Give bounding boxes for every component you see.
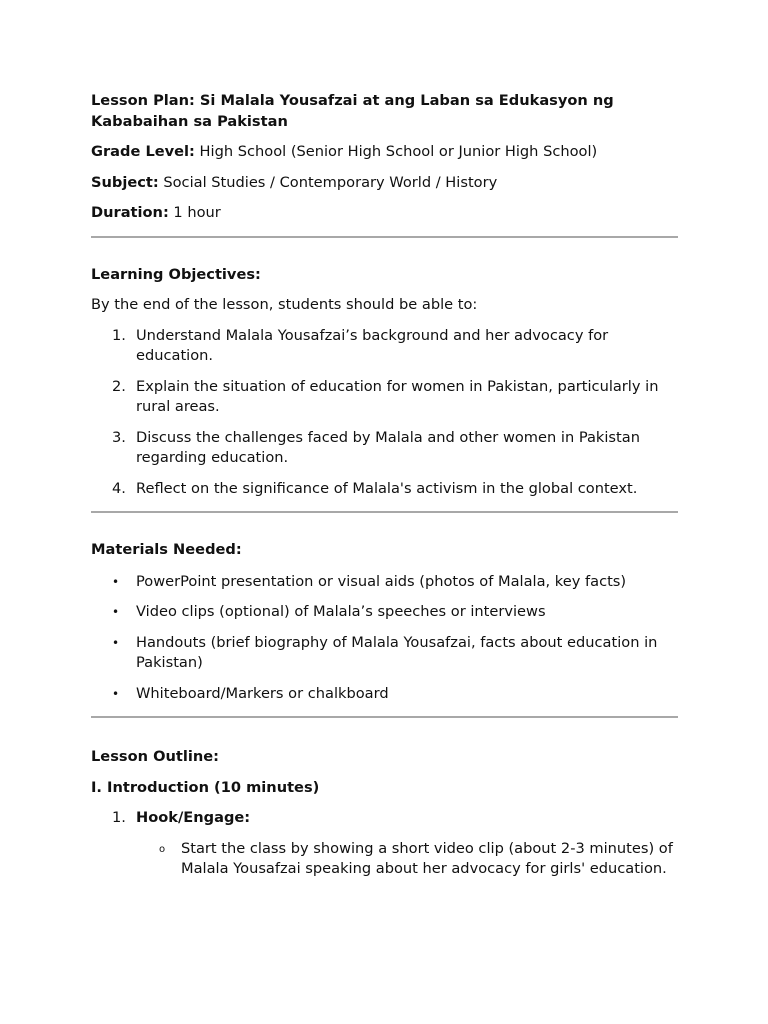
list-number: 2. xyxy=(112,377,126,395)
list-item-text: Explain the situation of education for women in Pakistan, particularly in rural areas. xyxy=(136,377,659,415)
sub-list xyxy=(136,839,678,880)
divider xyxy=(91,236,678,238)
introduction-steps xyxy=(91,808,678,880)
introduction-heading: I. Introduction (10 minutes) xyxy=(91,778,320,796)
subject-line xyxy=(91,173,678,194)
list-number: 4. xyxy=(112,479,126,497)
list-item xyxy=(91,808,678,880)
divider xyxy=(91,716,678,718)
list-item-text: Video clips (optional) of Malala’s speeches or interviews xyxy=(136,603,546,620)
divider xyxy=(91,511,678,513)
circle-bullet-icon: o xyxy=(159,843,166,855)
sub-list-item xyxy=(136,839,678,880)
document-page xyxy=(91,91,678,890)
objectives-intro: By the end of the lesson, students should be able to: xyxy=(91,296,478,313)
grade-level-label: Grade Level: xyxy=(91,143,195,160)
outline-heading: Lesson Outline: xyxy=(91,748,219,765)
grade-level-value: High School (Senior High School or Junior High School) xyxy=(199,143,598,160)
list-item-text: Reflect on the significance of Malala's activism in the global context. xyxy=(136,479,638,497)
bullet-icon: • xyxy=(112,574,120,589)
subject-value: Social Studies / Contemporary World / History xyxy=(163,173,498,191)
list-number: 1. xyxy=(112,809,126,826)
list-item xyxy=(91,479,678,500)
list-item xyxy=(91,602,678,623)
list-item xyxy=(91,684,678,705)
objectives-heading: Learning Objectives: xyxy=(91,265,261,283)
grade-level-line xyxy=(91,142,678,163)
list-item-text: Discuss the challenges faced by Malala and other women in Pakistan regarding education. xyxy=(136,428,640,466)
materials-list xyxy=(91,572,678,705)
list-item xyxy=(91,326,678,367)
bullet-icon: • xyxy=(112,686,120,701)
document-title: Lesson Plan: Si Malala Yousafzai at ang Laban sa Edukasyon ng Kababaihan sa Pakistan xyxy=(91,92,614,130)
list-item-text: Whiteboard/Markers or chalkboard xyxy=(136,684,389,702)
subject-label: Subject: xyxy=(91,173,159,191)
list-item-text: PowerPoint presentation or visual aids (photos of Malala, key facts) xyxy=(136,572,627,590)
list-item xyxy=(91,572,678,593)
list-item xyxy=(91,428,678,469)
objectives-list xyxy=(91,326,678,500)
bullet-icon: • xyxy=(112,635,120,650)
duration-line xyxy=(91,203,678,224)
bullet-icon: • xyxy=(112,605,120,619)
list-number: 3. xyxy=(112,428,126,446)
step-label: Hook/Engage: xyxy=(136,809,251,826)
sub-list-item-text: Start the class by showing a short video clip (about 2-3 minutes) of Malala Yousafzai speaking about her advocacy for girls' education. xyxy=(181,839,673,877)
materials-heading: Materials Needed: xyxy=(91,541,242,558)
duration-value: 1 hour xyxy=(173,204,221,221)
list-item xyxy=(91,377,678,418)
list-item xyxy=(91,633,678,674)
list-item-text: Understand Malala Yousafzai’s background and her advocacy for education. xyxy=(136,326,609,364)
list-number: 1. xyxy=(112,326,126,344)
duration-label: Duration: xyxy=(91,204,169,221)
list-item-text: Handouts (brief biography of Malala Yousafzai, facts about education in Pakistan) xyxy=(136,633,658,671)
